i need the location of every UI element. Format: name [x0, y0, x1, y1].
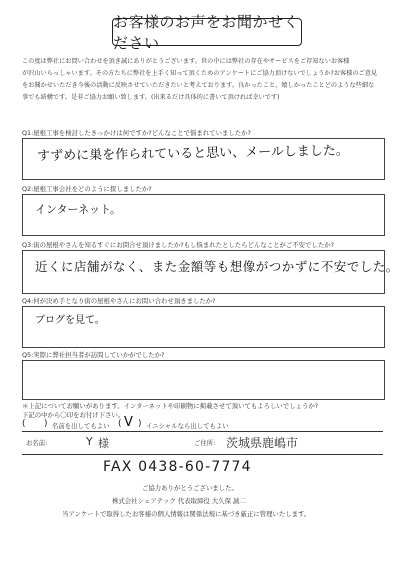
customer-name-value: Y — [86, 435, 93, 448]
intro-line: をお聞かせいただき今後の活動に反映させていただきたいと考えております。良かったこと、嬉しかったことどのような些細な — [22, 82, 375, 89]
intro-line: 事でも結構です。是非ご協力お願い致します。(出来るだけ具体的に書いて頂ければ幸いです) — [22, 94, 280, 101]
option-initial-check-mark: V — [124, 415, 133, 430]
option-initial-paren-close: ) — [138, 419, 142, 429]
question-4-answer-box — [22, 306, 385, 348]
page-title: お客様のお声をお聞かせください — [112, 18, 302, 46]
question-2-answer: インターネット。 — [35, 203, 122, 216]
privacy-notice: 当アンケートで取得したお客様の個人情報は関係法規に基づき厳正に管理いたします。 — [62, 510, 311, 518]
question-3-answer-box — [22, 250, 399, 294]
intro-paragraph — [22, 56, 382, 104]
option-name-paren-open: ( — [22, 419, 26, 429]
customer-honorific: 様 — [98, 437, 109, 450]
customer-info-row — [22, 431, 383, 455]
question-5-label: Q5:実際に弊社担当者が訪問していかがでしたか? — [22, 351, 165, 359]
customer-name-label: お名前: — [26, 439, 48, 447]
option-initial-ok[interactable]: イニシャルなら出してもよい — [146, 422, 229, 430]
question-2-label: Q2:屋根工事会社をどのように探しましたか? — [22, 185, 152, 193]
company-representative: 株式会社シェアテック 代表取締役 大久保 誠二 — [112, 497, 246, 505]
intro-line: この度は弊社にお問い合わせを頂き誠にありがとうございます。世の中には弊社の存在やサービスをご存知ないお客様 — [22, 58, 350, 65]
question-2-answer-box — [22, 194, 385, 236]
question-1-answer-box — [22, 138, 385, 180]
customer-address-label: ご住所: — [194, 439, 216, 447]
fax-number: FAX 0438-60-7774 — [103, 459, 252, 475]
option-name-ok[interactable]: 名前を出してもよい — [52, 422, 110, 430]
question-3-label: Q3:街の屋根やさんを知るすぐにお問合せ頂けましたか?もし悩まれたとしたらどんなことがご不安でしたか? — [22, 241, 334, 249]
customer-address-value: 茨城県鹿嶋市 — [226, 436, 299, 450]
question-5-answer-box — [22, 360, 385, 400]
question-1-answer: すずめに巣を作られていると思い、メールしました。 — [36, 143, 349, 164]
publication-note: ＊上記についてお願いがあります。インターネットや印刷物に掲載させて頂いてもよろしいでしょうか? — [22, 402, 319, 410]
circle-instruction: 下記の中から〇印をお付け下さい。 — [22, 411, 125, 419]
option-initial-paren-open: ( — [118, 419, 122, 429]
question-1-label: Q1:屋根工事を検討したきっかけは何ですか?どんなことで悩まれていましたか? — [22, 129, 251, 137]
thank-you-note: ご協力ありがとうございました。 — [142, 484, 238, 492]
intro-line: が沢山いらっしゃいます。その方たちに弊社を上手く知って頂くためのアンケートにご協力頂けないでしょうか?お客様のご意見 — [22, 70, 378, 77]
question-4-label: Q4:何が決め手となり街の屋根やさんにお問い合わせ頂きましたか? — [22, 297, 216, 305]
question-4-answer: ブログを見て。 — [35, 315, 105, 326]
option-name-paren-close: ) — [44, 419, 48, 429]
question-3-answer: 近くに店舗がなく、また金額等も想像がつかずに不安でした。 — [35, 259, 399, 274]
